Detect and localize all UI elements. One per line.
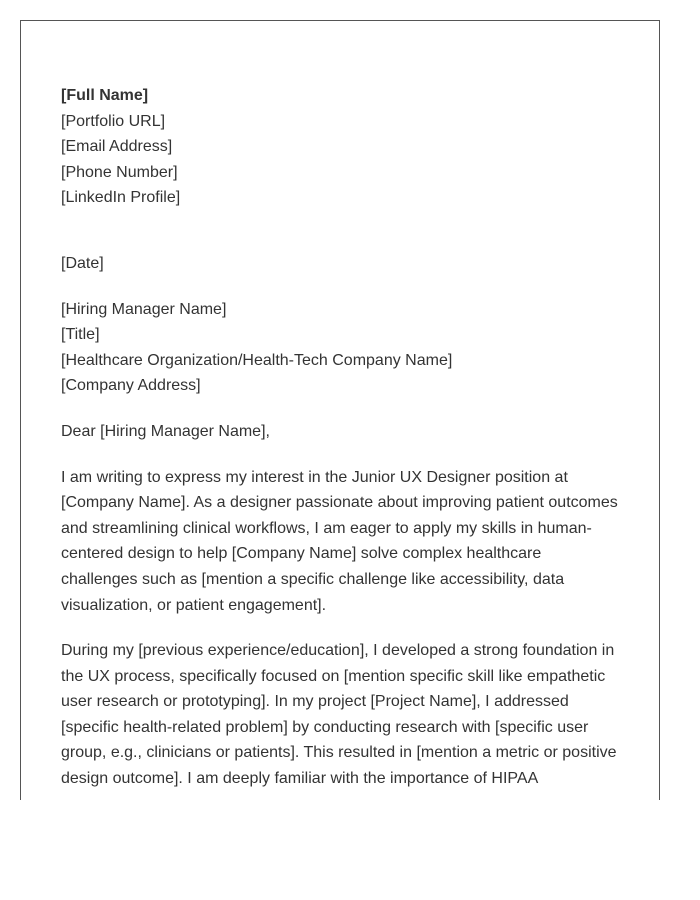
recipient-block — [61, 297, 626, 399]
sender-linkedin: [LinkedIn Profile] — [61, 189, 181, 207]
paragraph-line: visualization, or patient engagement]. — [61, 596, 327, 614]
paragraph-line: the UX process, specifically focused on [mention specific skill like empathetic — [61, 667, 606, 685]
paragraph-line: [specific health-related problem] by conducting research with [specific user — [61, 718, 589, 736]
paragraph-line: I am writing to express my interest in the Junior UX Designer position at — [61, 468, 568, 486]
body-paragraph-1 — [61, 465, 626, 619]
paragraph-line: group, e.g., clinicians or patients]. This resulted in [mention a metric or positive — [61, 744, 617, 762]
sender-phone: [Phone Number] — [61, 163, 178, 181]
sender-contact-block — [61, 83, 626, 211]
greeting-block — [61, 419, 626, 445]
paragraph-line: challenges such as [mention a specific challenge like accessibility, data — [61, 570, 565, 588]
date-block — [61, 251, 626, 277]
cover-letter — [61, 83, 626, 800]
recipient-title: [Title] — [61, 326, 100, 344]
salutation: Dear [Hiring Manager Name], — [61, 422, 270, 440]
paragraph-line: During my [previous experience/education], I developed a strong foundation in — [61, 642, 615, 660]
paragraph-line: user research or prototyping]. In my project [Project Name], I addressed — [61, 693, 569, 711]
paragraph-line: centered design to help [Company Name] solve complex healthcare — [61, 545, 542, 563]
paragraph-line: [Company Name]. As a designer passionate about improving patient outcomes — [61, 494, 618, 512]
document-page — [20, 20, 660, 800]
body-paragraph-2 — [61, 638, 626, 792]
letter-date: [Date] — [61, 254, 104, 272]
paragraph-line: design outcome]. I am deeply familiar with the importance of HIPAA — [61, 770, 539, 788]
sender-email: [Email Address] — [61, 138, 173, 156]
recipient-name: [Hiring Manager Name] — [61, 300, 227, 318]
sender-portfolio-url: [Portfolio URL] — [61, 112, 166, 130]
recipient-organization: [Healthcare Organization/Health-Tech Company Name] — [61, 351, 453, 369]
recipient-address: [Company Address] — [61, 377, 201, 395]
sender-full-name: [Full Name] — [61, 87, 149, 104]
paragraph-line: and streamlining clinical workflows, I am eager to apply my skills in human- — [61, 519, 592, 537]
